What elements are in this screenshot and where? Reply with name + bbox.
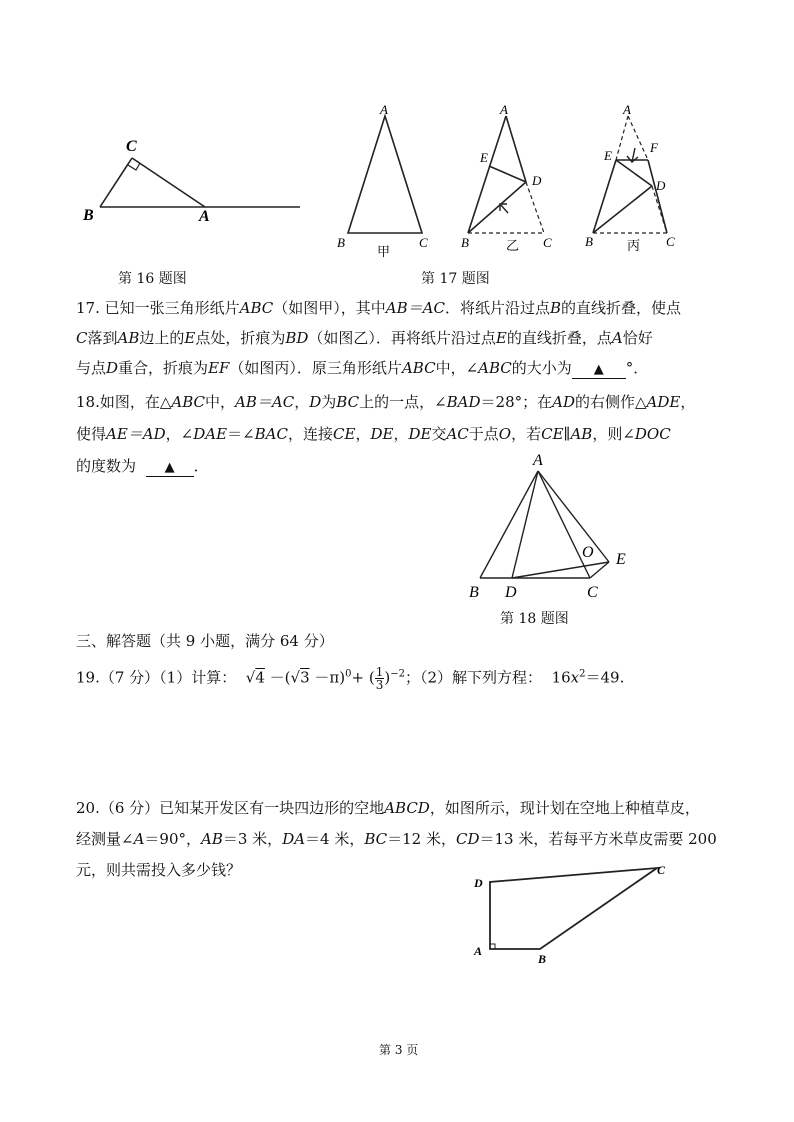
q20-line2: 经测量∠A＝90°，AB＝3 米，DA＝4 米，BC＝12 米，CD＝13 米，若每平方米草皮需要 200 (76, 830, 717, 848)
q18-line2: 使得AE＝AD，∠DAE＝∠BAC，连接CE，DE，DE交AC于点O，若CE∥AB，则∠DOC (76, 425, 671, 443)
fig18-label-a: A (533, 452, 543, 469)
figure-20 (468, 860, 678, 970)
q17-line2: C落到AB边上的E点处，折痕为BD（如图乙）．再将纸片沿过点E的直线折叠，点A恰好 (76, 329, 653, 347)
fig20-label-c: C (657, 863, 666, 877)
fig16-label-c: C (126, 138, 137, 155)
fig17-jia-label-c: C (419, 235, 428, 250)
fig20-label-b: B (538, 952, 547, 966)
fig17-bing-label: 丙 (627, 238, 641, 253)
fig17-yi-label-a: A (500, 102, 508, 117)
q18-line3: 的度数为 ▲ ． (76, 457, 209, 475)
fig17-jia-label: 甲 (377, 244, 391, 259)
q18-answer-blank[interactable]: ▲ (146, 460, 194, 477)
page-number: 第 3 页 (379, 1043, 419, 1057)
q17-line1: 17. 已知一张三角形纸片ABC（如图甲），其中AB＝AC．将纸片沿过点B的直线折叠，使点 (76, 299, 682, 317)
figure-16 (75, 130, 305, 230)
fig17-jia-label-a: A (380, 102, 388, 117)
fig16-side-ca (132, 158, 205, 207)
fig17-yi-label-c: C (543, 235, 552, 250)
fig16-side-bc (100, 158, 132, 207)
fig17-bing (585, 102, 675, 253)
fig18-label-b: B (469, 584, 479, 601)
fig17-bing-label-b: B (585, 234, 593, 249)
q17-answer-blank[interactable]: ▲ (572, 362, 626, 379)
fig18-caption: 第 18 题图 (500, 611, 569, 627)
fig17-yi-arrow (500, 204, 508, 213)
fig17-jia-label-b: B (337, 235, 345, 250)
fig17-caption: 第 17 题图 (421, 271, 490, 287)
q18-line1: 18.如图，在△ABC中，AB＝AC，D为BC上的一点，∠BAD＝28°；在AD的右侧作△ADE， (76, 393, 696, 411)
fig17-bing-label-e: E (604, 148, 612, 163)
figure-18 (460, 450, 640, 605)
fig17-bing-label-a: A (623, 102, 631, 117)
fig16-label-b: B (83, 207, 94, 224)
fig17-bing-label-f: F (650, 140, 658, 155)
fig17-yi (461, 102, 552, 253)
fig20-label-d: D (474, 876, 483, 890)
fig17-yi-label-b: B (461, 235, 469, 250)
fig17-yi-label: 乙 (506, 238, 520, 253)
figure-17 (330, 100, 690, 262)
fig20-label-a: A (474, 944, 483, 958)
fig17-yi-label-e: E (480, 150, 488, 165)
sqrt-sign: √ (245, 668, 256, 687)
fig18-label-d: D (505, 584, 517, 601)
q20-line3: 元，则共需投入多少钱？ (76, 861, 242, 879)
q19-line: 19.（7 分）（1）计算： $√4 -(√3 -\pi)^0+$ ( $\frac{1}{3}$ )$^{-2}$；（2）解下列方程： $16x^2=49$. (76, 665, 625, 692)
fig17-jia (337, 102, 428, 259)
section-3-title: 三、解答题（共 9 小题，满分 64 分） (76, 632, 334, 650)
fig17-bing-label-d: D (656, 178, 666, 193)
fig16-right-angle (128, 163, 140, 170)
fig16-caption: 第 16 题图 (118, 271, 187, 287)
fig18-label-c: C (587, 584, 598, 601)
fig16-label-a: A (199, 208, 210, 225)
fig17-yi-label-d: D (532, 173, 542, 188)
q17-line3: 与点D重合，折痕为EF（如图丙）．原三角形纸片ABC中，∠ABC的大小为 ▲ °． (76, 359, 649, 377)
fig18-label-o: O (582, 544, 594, 561)
q20-line1: 20.（6 分）已知某开发区有一块四边形的空地ABCD，如图所示，现计划在空地上种植草皮， (76, 799, 700, 817)
fig17-bing-label-c: C (666, 234, 675, 249)
fig18-label-e: E (616, 551, 626, 568)
